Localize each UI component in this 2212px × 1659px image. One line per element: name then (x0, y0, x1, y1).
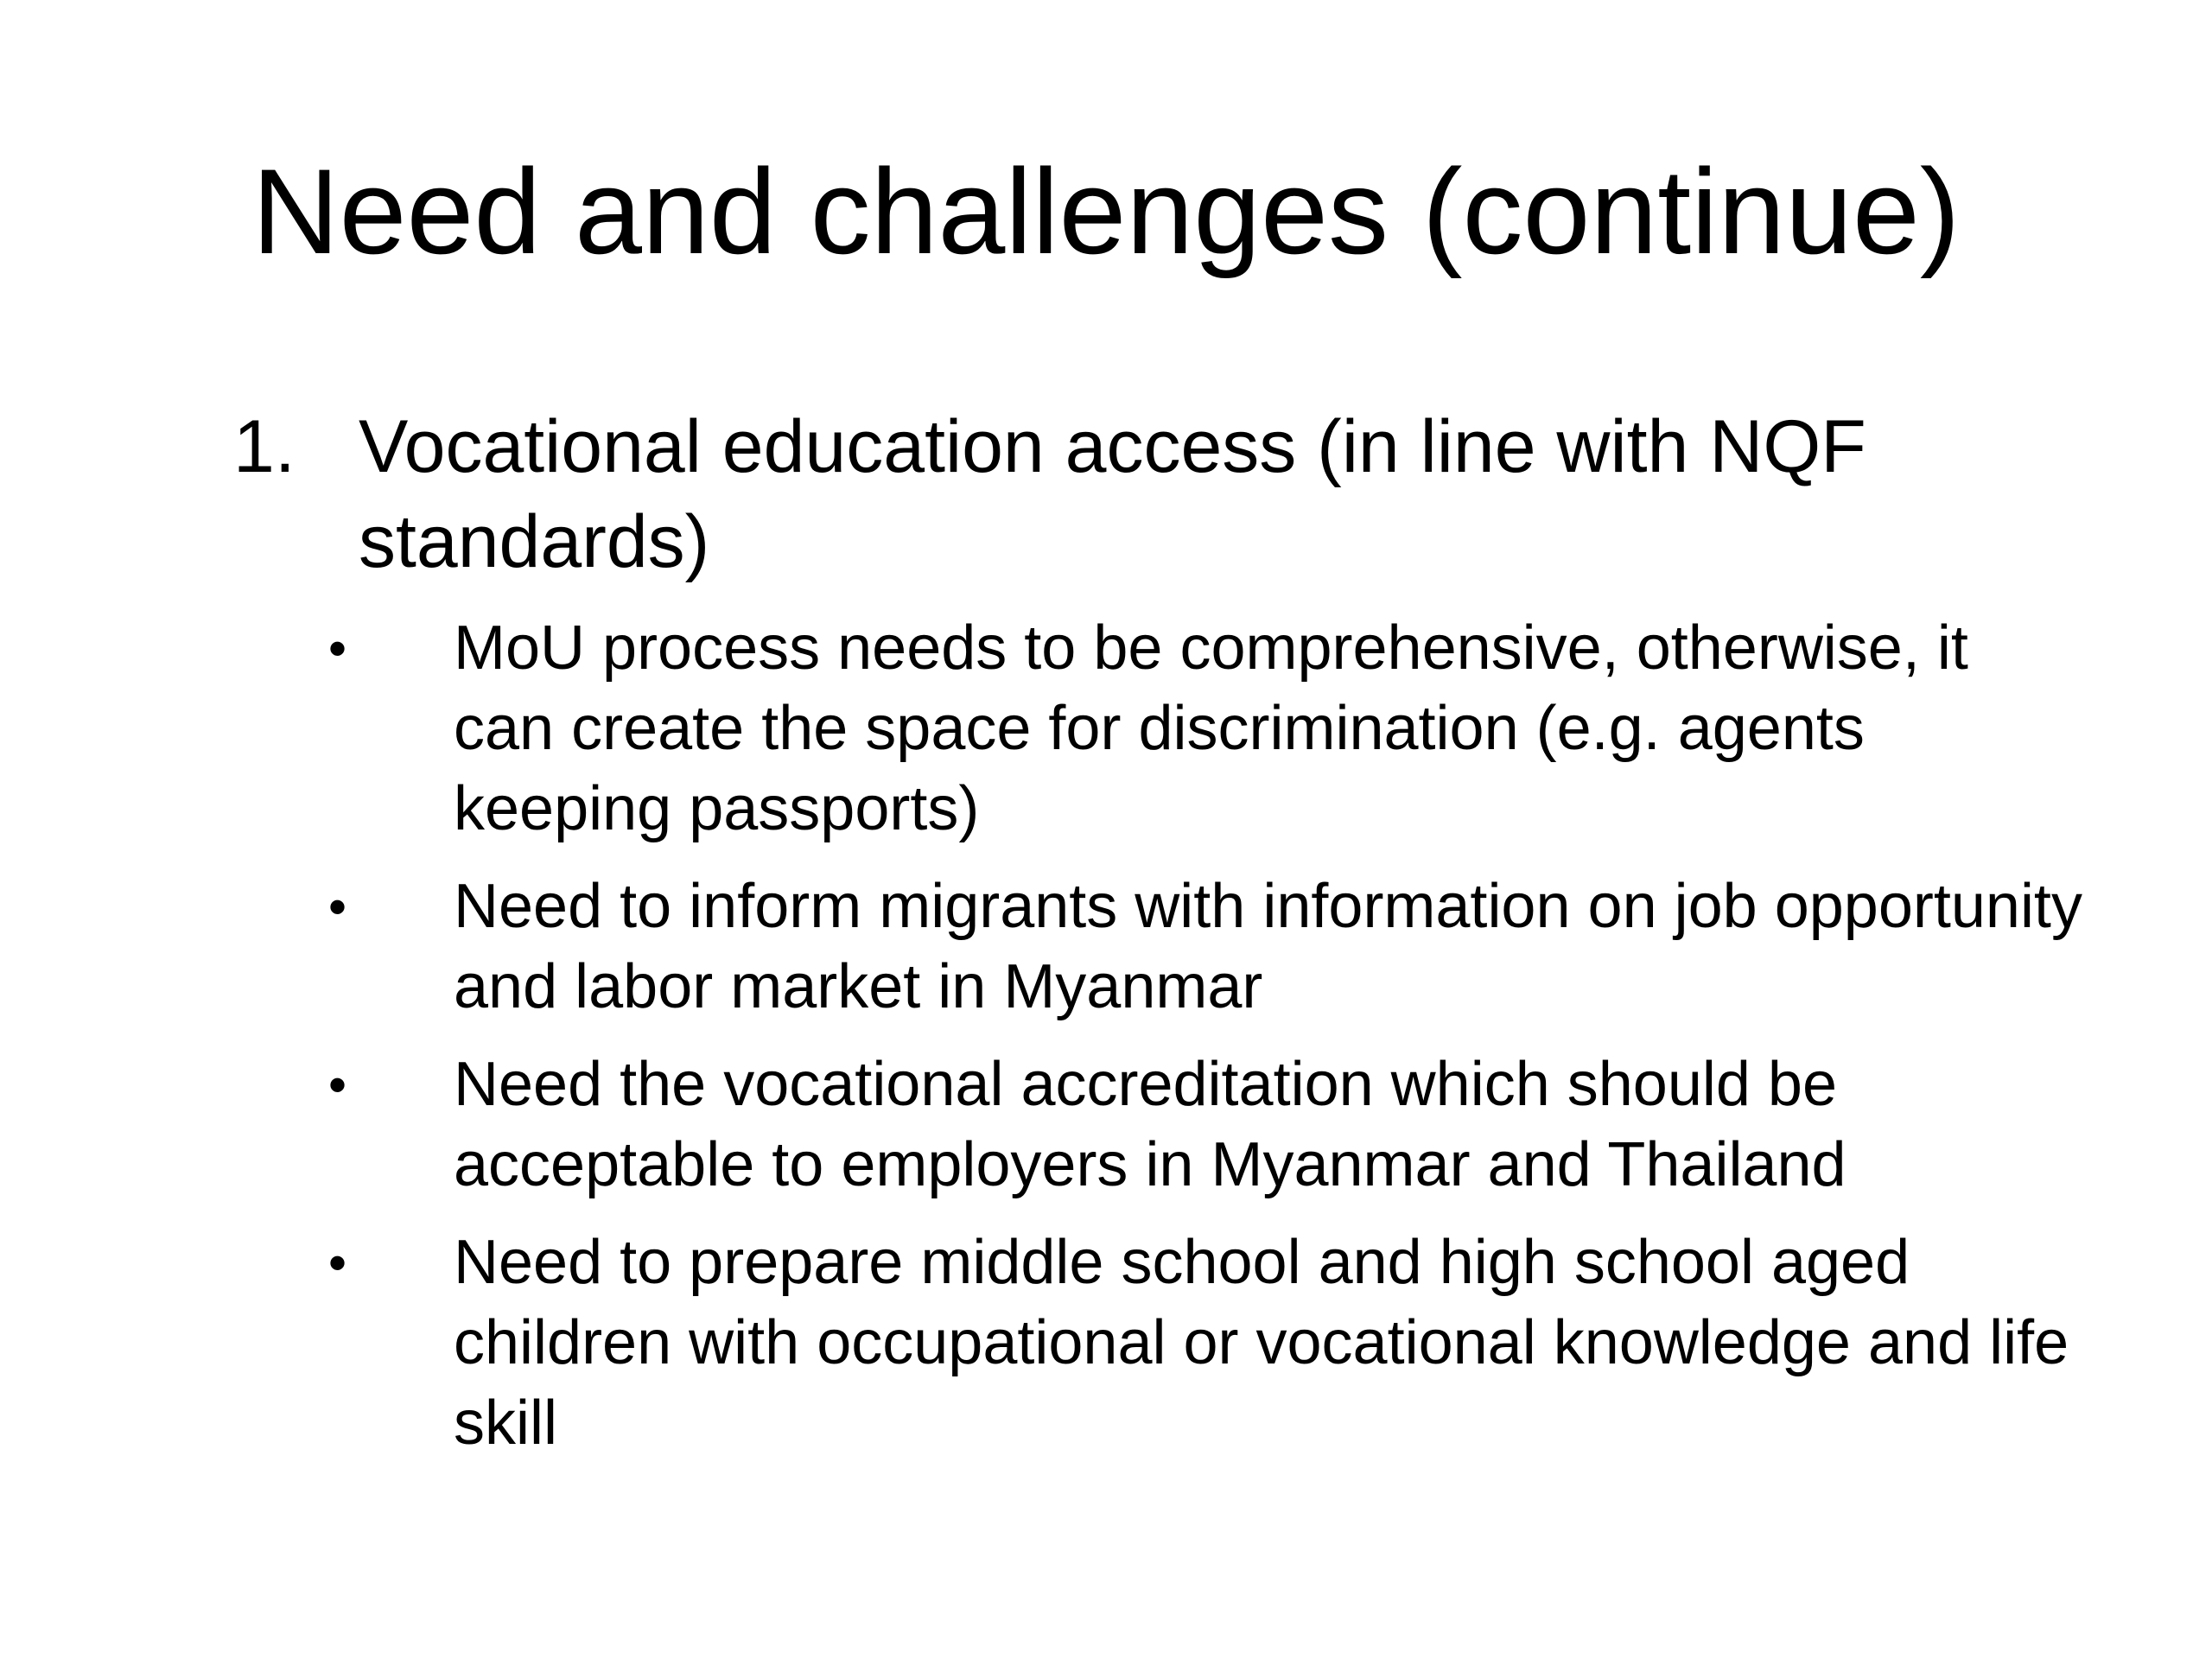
bullet-item (233, 867, 2082, 1027)
bullet-text: Need to prepare middle school and high school aged children with occupational or vocational knowledge and life skill (454, 1228, 2069, 1458)
slide-title: Need and challenges (continue) (251, 143, 1961, 279)
bullet-icon: • (328, 878, 347, 936)
bullet-icon: • (328, 1056, 347, 1114)
bullet-text: Need the vocational accreditation which should be acceptable to employers in Myanmar and Thailand (454, 1050, 1847, 1199)
bullet-item (233, 608, 2082, 849)
bullet-text: MoU process needs to be comprehensive, otherwise, it can create the space for discrimination (e.g. agents keeping passports) (454, 613, 1968, 843)
slide-content (233, 399, 2082, 1481)
numbered-item (233, 399, 2082, 589)
bullet-icon: • (328, 1234, 347, 1292)
numbered-item-marker: 1. (233, 405, 296, 488)
bullet-icon: • (328, 620, 347, 677)
bullet-list (233, 608, 2082, 1464)
bullet-item (233, 1045, 2082, 1205)
bullet-item (233, 1223, 2082, 1464)
numbered-item-text: Vocational education access (in line with NQF standards) (359, 405, 1866, 583)
bullet-text: Need to inform migrants with information on job opportunity and labor market in Myanmar (454, 872, 2082, 1021)
